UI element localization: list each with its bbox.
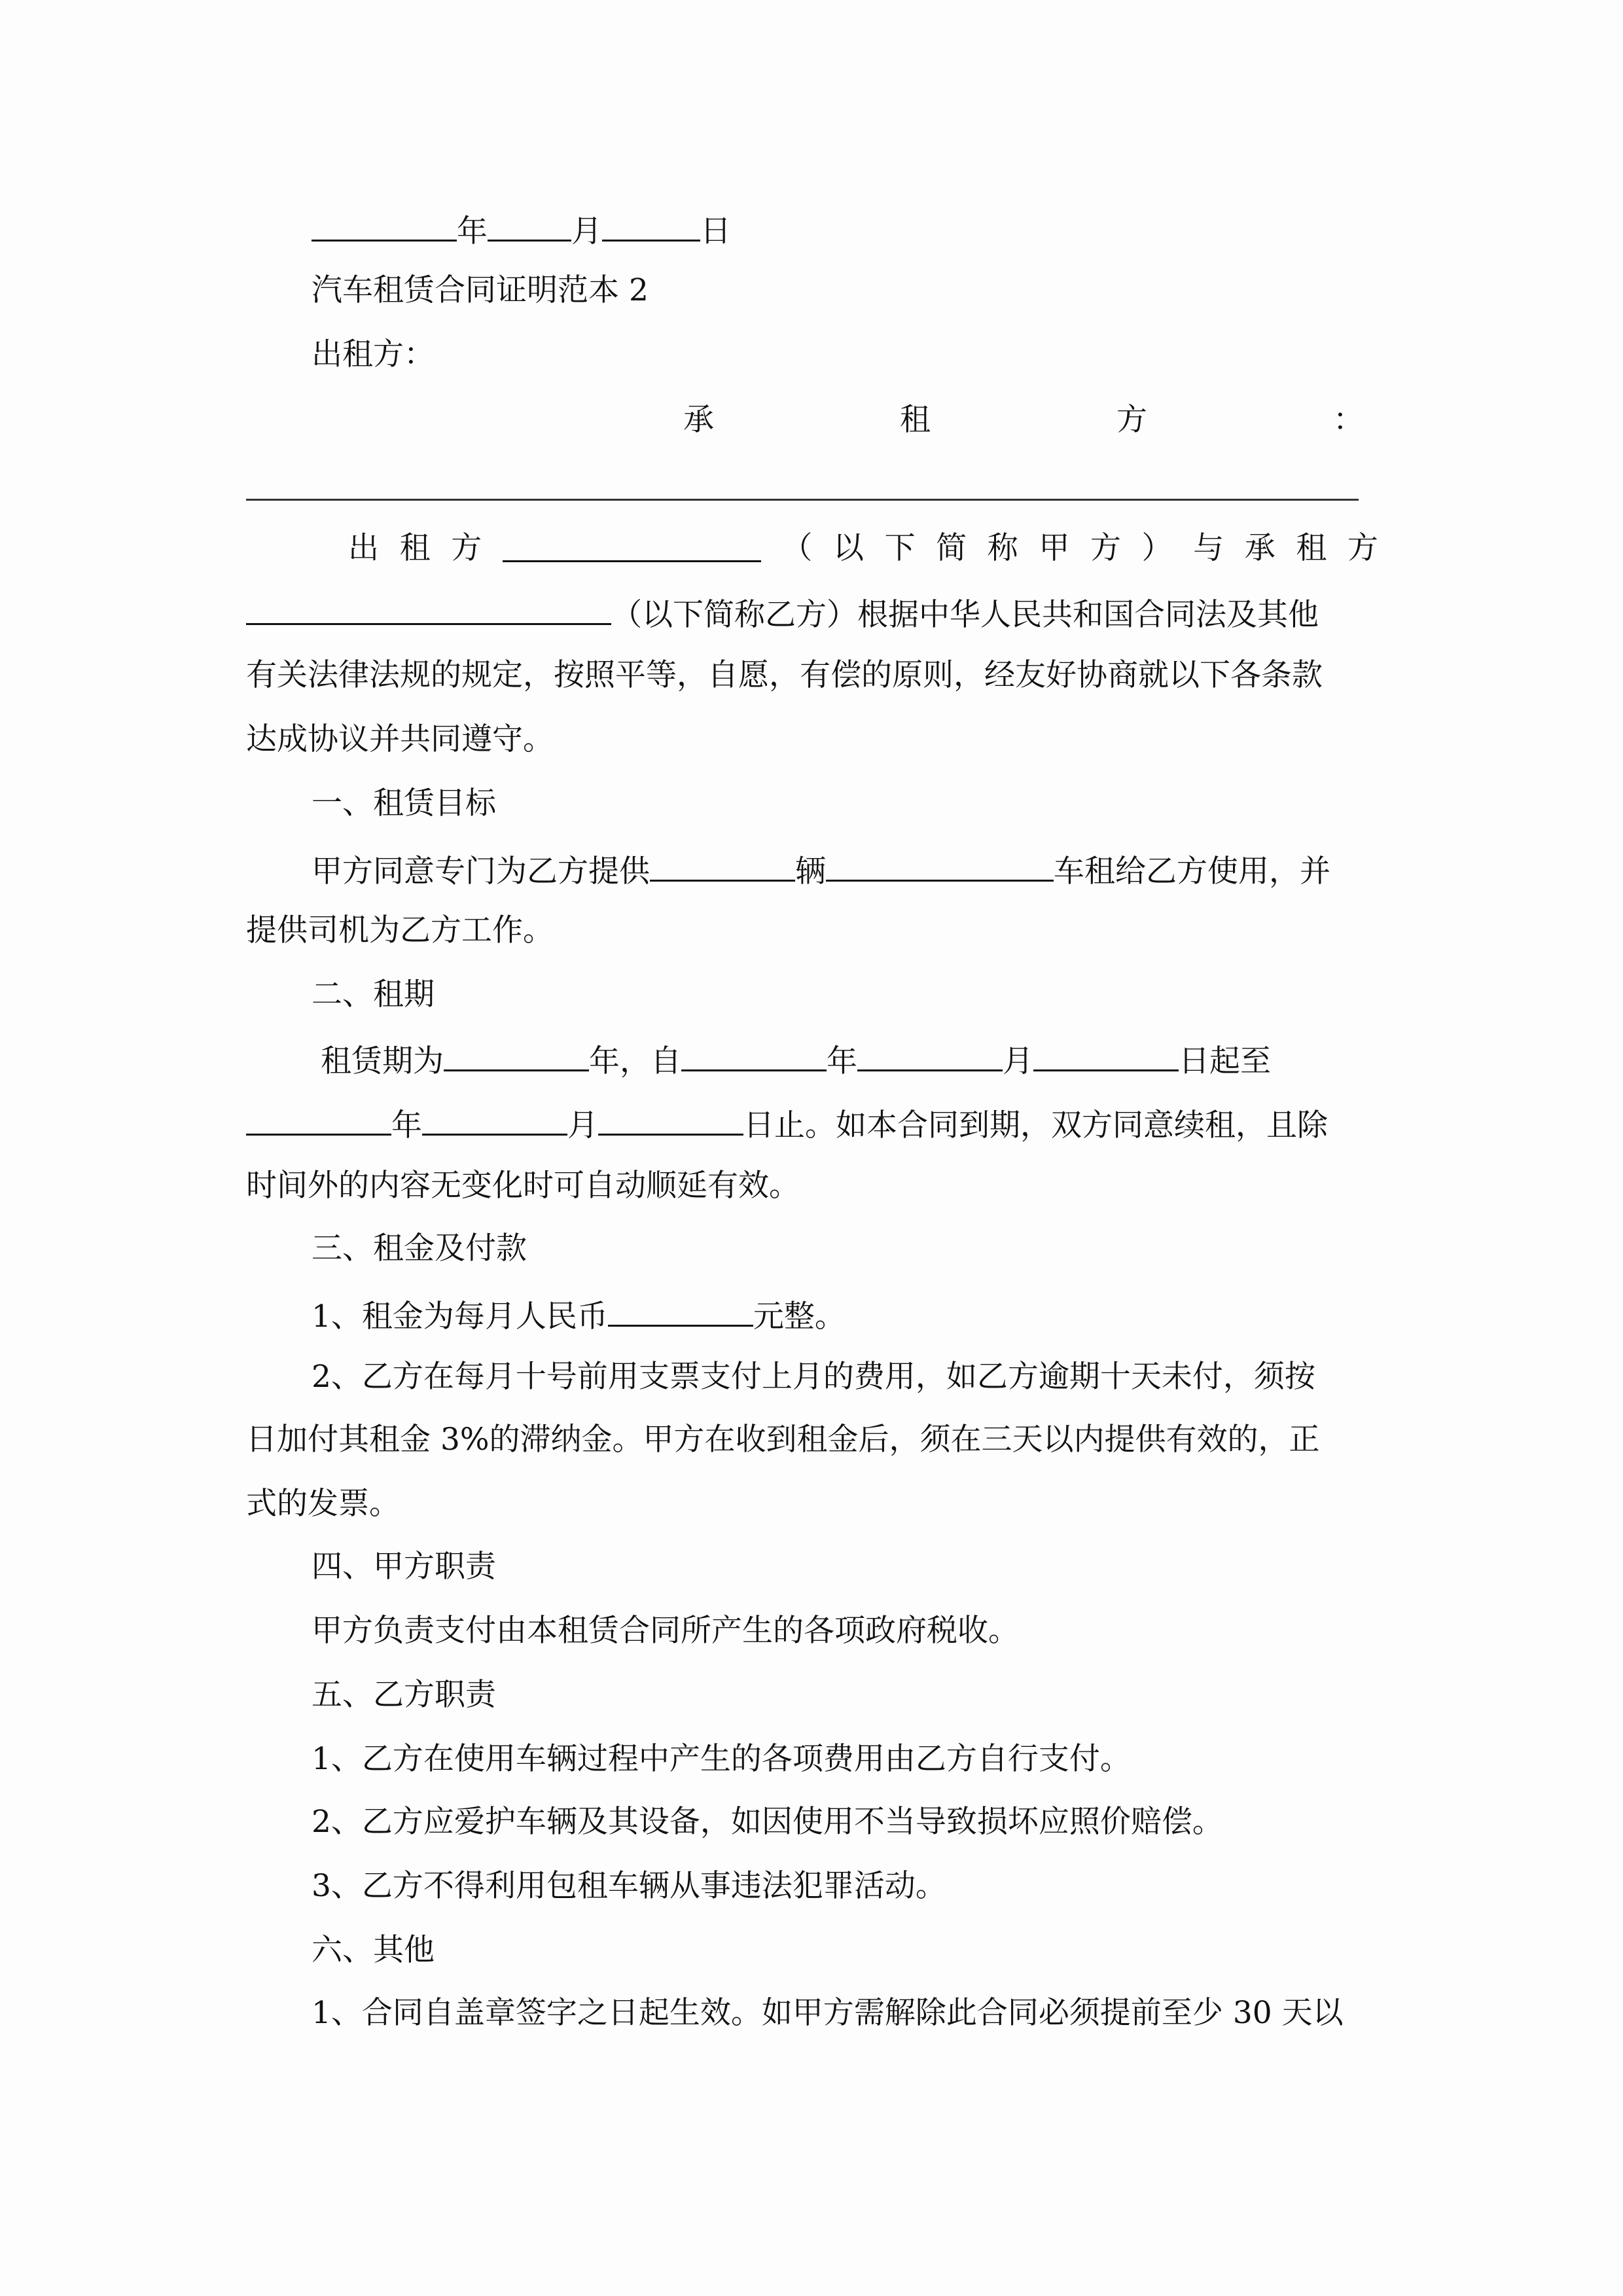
start-month-blank[interactable]: [857, 1038, 1003, 1071]
intro-char: （: [781, 530, 813, 566]
lessee-char: ：: [1333, 402, 1364, 438]
start-year-blank[interactable]: [681, 1038, 827, 1071]
lessor-label: 出租方：: [312, 336, 435, 372]
intro-char: 下: [884, 530, 916, 566]
month-label: 月: [571, 213, 602, 249]
intro-line-3: 有关法律法规的规定，按照平等，自愿，有偿的原则，经友好协商就以下各条款: [246, 657, 1323, 693]
text: 辆: [795, 853, 826, 889]
intro-char: 称: [987, 530, 1018, 566]
section-3-item-2-line-2: 日加付其租金 3%的滞纳金。甲方在收到租金后，须在三天以内提供有效的，正: [246, 1422, 1320, 1458]
section-1-line-1: [312, 848, 1444, 891]
section-3-item-2-line-3: 式的发票。: [246, 1486, 400, 1522]
lessor-name-blank[interactable]: [503, 529, 761, 562]
section-3-heading: 三、租金及付款: [312, 1230, 527, 1266]
lessee-name-blank[interactable]: [246, 592, 611, 625]
intro-char: 出: [348, 530, 379, 566]
intro-char: 租: [1296, 530, 1327, 566]
text: 年: [391, 1107, 422, 1143]
section-3-item-1: [312, 1293, 1444, 1336]
intro-char: 方: [1347, 530, 1378, 566]
start-day-blank[interactable]: [1033, 1038, 1179, 1071]
section-4-text: 甲方负责支付由本租赁合同所产生的各项政府税收。: [312, 1613, 1019, 1649]
section-6-heading: 六、其他: [312, 1932, 435, 1968]
end-day-blank[interactable]: [598, 1102, 743, 1136]
intro-char: 方: [451, 530, 482, 566]
lessee-label: [683, 401, 1364, 440]
section-6-item-1: 1、合同自盖章签字之日起生效。如甲方需解除此合同必须提前至少 30 天以: [312, 1995, 1344, 2031]
section-2-line-3: 时间外的内容无变化时可自动顺延有效。: [246, 1168, 800, 1204]
document-title: 汽车租赁合同证明范本 2: [312, 272, 649, 308]
text: 年，自: [589, 1043, 681, 1079]
lessee-char: 承: [683, 402, 714, 438]
year-blank[interactable]: [312, 208, 457, 242]
intro-char: 租: [399, 530, 431, 566]
intro-char: 与: [1193, 530, 1224, 566]
month-blank[interactable]: [488, 208, 571, 242]
text: 元整。: [753, 1299, 846, 1335]
vehicle-model-blank[interactable]: [826, 848, 1054, 882]
date-line: [312, 208, 1444, 251]
text: 租赁期为: [321, 1043, 444, 1079]
section-1-heading: 一、租赁目标: [312, 785, 496, 821]
text: 月: [1003, 1043, 1033, 1079]
intro-line-2-text: （以下简称乙方）根据中华人民共和国合同法及其他: [611, 597, 1319, 633]
day-label: 日: [700, 213, 731, 249]
section-2-line-1: [321, 1038, 1453, 1081]
section-5-heading: 五、乙方职责: [312, 1677, 496, 1713]
text: 车租给乙方使用，并: [1054, 853, 1330, 889]
intro-char: 甲: [1039, 530, 1070, 566]
monthly-rent-blank[interactable]: [608, 1293, 753, 1327]
section-5-item: 1、乙方在使用车辆过程中产生的各项费用由乙方自行支付。: [312, 1741, 1131, 1777]
day-blank[interactable]: [602, 208, 700, 242]
text: 甲方同意专门为乙方提供: [312, 853, 650, 889]
intro-char: 简: [936, 530, 967, 566]
text: 年: [827, 1043, 857, 1079]
intro-line-1: [348, 529, 1378, 568]
text: 日止。如本合同到期，双方同意续租，且除: [743, 1107, 1328, 1143]
end-year-blank[interactable]: [246, 1102, 391, 1136]
lessee-char: 租: [900, 402, 931, 438]
intro-char: 以: [832, 530, 864, 566]
section-2-line-2: [246, 1102, 1378, 1145]
section-2-heading: 二、租期: [312, 977, 435, 1013]
intro-line-2: [246, 592, 1378, 635]
year-label: 年: [457, 213, 488, 249]
term-years-blank[interactable]: [444, 1038, 589, 1071]
intro-char: 承: [1244, 530, 1275, 566]
end-month-blank[interactable]: [422, 1102, 567, 1136]
intro-line-4: 达成协议并共同遵守。: [246, 721, 554, 757]
text: 日起至: [1179, 1043, 1271, 1079]
section-1-line-2: 提供司机为乙方工作。: [246, 912, 554, 948]
lessee-signature-line[interactable]: [246, 499, 1359, 501]
section-5-item: 3、乙方不得利用包租车辆从事违法犯罪活动。: [312, 1868, 946, 1904]
lessee-char: 方: [1116, 402, 1147, 438]
section-5-item: 2、乙方应爱护车辆及其设备，如因使用不当导致损坏应照价赔偿。: [312, 1804, 1223, 1840]
section-3-item-2-line-1: 2、乙方在每月十号前用支票支付上月的费用，如乙方逾期十天未付，须按: [312, 1359, 1315, 1395]
section-4-heading: 四、甲方职责: [312, 1549, 496, 1585]
intro-char: 方: [1090, 530, 1121, 566]
intro-char: ）: [1141, 530, 1173, 566]
text: 1、租金为每月人民币: [312, 1299, 608, 1335]
text: 月: [567, 1107, 598, 1143]
vehicle-count-blank[interactable]: [650, 848, 795, 882]
